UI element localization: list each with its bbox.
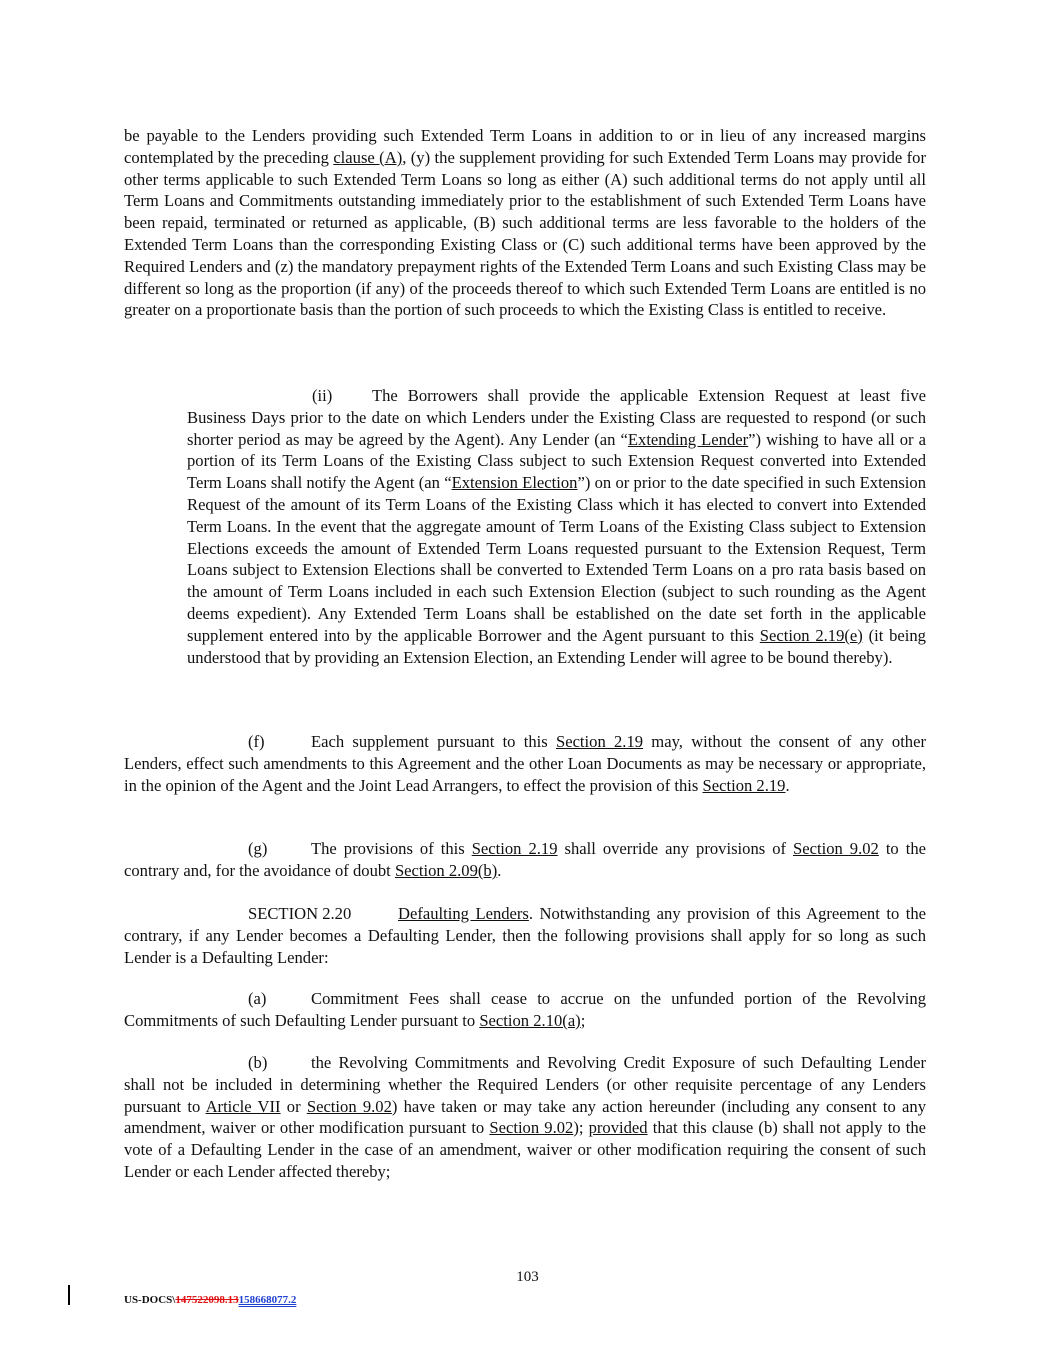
cross-reference: Section 2.19: [471, 839, 558, 858]
clause-label: (f): [248, 732, 265, 751]
text: , (y) the supplement providing for such Extended Term Loans may provide for other terms applicable to such Extended Term Loans so long as either (A) such additional terms do not apply until all Term Loans and Commitments outstanding immediately prior to the establishment of such Extended Term Loans have been repaid, terminated or returned as applicable, (B) such additional terms are less favorable to the holders of the Extended Term Loans than the corresponding Existing Class or (C) such additional terms have been approved by the Required Lenders and (z) the mandatory prepayment rights of the Extended Term Loans and such Existing Class may be different so long as the proportion (if any) of the proceeds thereof to which such Extended Term Loans are entitled is no greater on a proportionate basis than the portion of such proceeds to which the Existing Class is entitled to receive.: [124, 147, 926, 320]
text: Each supplement pursuant to this: [311, 732, 556, 751]
cross-reference: Section 2.19(e): [759, 625, 863, 645]
clause-label: (ii): [312, 386, 333, 405]
change-bar: [68, 1285, 70, 1305]
paragraph-g: [124, 838, 926, 882]
paragraph-ii: [187, 385, 926, 668]
paragraph-f: [124, 731, 926, 796]
defined-term: Extending Lender: [627, 429, 749, 449]
cross-reference: Section 2.19: [555, 732, 644, 751]
cross-reference: Article VII: [205, 1096, 281, 1116]
text: the Revolving Commitments and Revolving Credit Exposure of such Defaulting Lender shall not be included in determining whether the Required Lenders (or other requisite percentage of any Lenders pursuant to: [124, 1053, 926, 1116]
text: to the contrary and, for the avoidance of doubt: [124, 839, 926, 880]
text: (it being understood that by providing an Extension Election, an Extending Lender will agree to be bound thereby).: [187, 625, 926, 667]
defined-term: Extension Election: [451, 473, 578, 493]
clause-label: (a): [248, 989, 267, 1008]
cross-reference: clause (A): [333, 147, 403, 167]
cross-reference: Section 9.02: [793, 839, 879, 858]
text: The provisions of this: [311, 839, 472, 858]
deleted-doc-number: 147522098.13: [175, 1294, 239, 1306]
section-number: SECTION 2.20: [248, 904, 352, 923]
text: . Notwithstanding any provision of this Agreement to the contrary, if any Lender becomes a Defaulting Lender, then the following provisions shall apply for so long as such Lender is a Defaulting Lender:: [124, 904, 926, 967]
cross-reference: Section 2.19: [702, 775, 786, 795]
text: ) have taken or may take any action hereunder (including any consent to any amendment, waiver or other modification pursuant to: [124, 1096, 926, 1138]
text: shall override any provisions of: [557, 839, 794, 858]
text: ”) on or prior to the date specified in such Extension Request of the amount of its Term Loans of the Existing Class which it has elected to convert into Extended Term Loans. In the event that the aggregate amount of Term Loans of the Existing Class subject to Extension Elections exceeds the amount of Extended Term Loans requested pursuant to the Extension Request, Term Loans subject to Extension Elections shall be converted to Extended Term Loans on a pro rata basis based on the amount of Term Loans included in each such Extension Election (subject to such rounding as the Agent deems expedient). Any Extended Term Loans shall be established on the date set forth in the applicable supplement entered into by the applicable Borrower and the Agent pursuant to this: [187, 473, 926, 645]
text: ;: [580, 1010, 586, 1030]
section-heading: Defaulting Lenders: [398, 904, 529, 923]
paragraph-continuation: [124, 125, 926, 321]
cross-reference: Section 2.09(b): [394, 860, 498, 880]
text: be payable to the Lenders providing such Extended Term Loans in addition to or in lieu of any increased margins contemplated by the preceding: [124, 126, 926, 167]
inserted-doc-number: 158668077.2: [238, 1294, 297, 1306]
document-id-footer: [124, 1290, 296, 1312]
clause-label: (b): [248, 1053, 268, 1072]
paragraph-a: [124, 988, 926, 1032]
cross-reference: Section 2.10(a): [479, 1010, 581, 1030]
text: may, without the consent of any other Lenders, effect such amendments to this Agreement and the other Loan Documents as may be necessary or appropriate, in the opinion of the Agent and the Joint Lead Arrangers, to effect the provision of this: [124, 732, 926, 795]
cross-reference: Section 9.02: [306, 1096, 392, 1116]
text: );: [573, 1118, 589, 1138]
text: Commitment Fees shall cease to accrue on the unfunded portion of the Revolving Commitments of such Defaulting Lender pursuant to: [124, 989, 926, 1030]
text: .: [497, 860, 502, 880]
text: ”) wishing to have all or a portion of its Term Loans of the Existing Class subject to such Extension Request converted into Extended Term Loans shall notify the Agent (an “: [187, 429, 926, 493]
cross-reference: Section 9.02: [489, 1118, 574, 1138]
proviso-term: provided: [588, 1118, 648, 1138]
clause-label: (g): [248, 839, 268, 858]
text: .: [785, 775, 790, 795]
doc-prefix: US-DOCS\: [124, 1294, 176, 1306]
text: or: [280, 1096, 307, 1116]
text: The Borrowers shall provide the applicable Extension Request at least five Business Days prior to the date on which Lenders under the Existing Class are requested to respond (or such shorter period as may be agreed by the Agent). Any Lender (an “: [187, 386, 926, 449]
page-number: 103: [516, 1269, 539, 1285]
section-2-20: [124, 903, 926, 968]
text: that this clause (b) shall not apply to the vote of a Defaulting Lender in the case of an amendment, waiver or other modification requiring the consent of such Lender or each Lender affected thereby;: [124, 1118, 926, 1181]
paragraph-b: [124, 1052, 926, 1183]
